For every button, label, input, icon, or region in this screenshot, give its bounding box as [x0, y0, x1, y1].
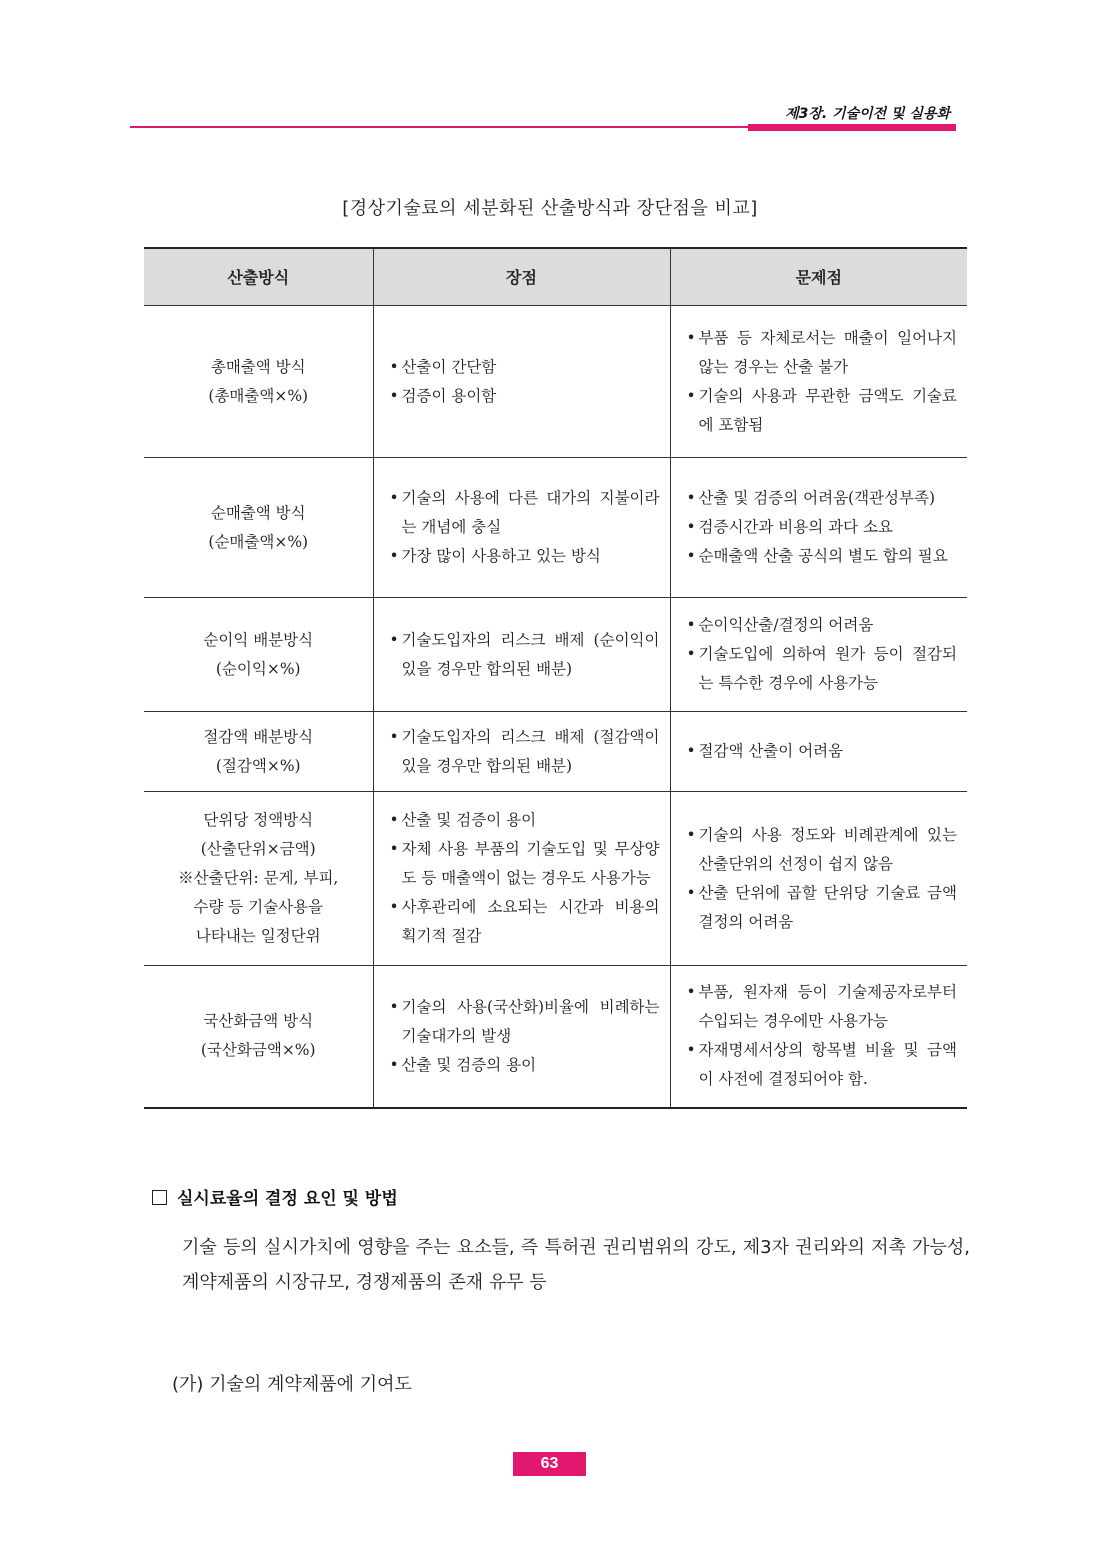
table-row [144, 792, 967, 966]
column-header: 산출방식 [144, 248, 373, 306]
table-caption: [경상기술료의 세분화된 산출방식과 장단점을 비교] [342, 198, 758, 219]
section-heading [152, 1184, 398, 1209]
list-item: • 기술의 사용(국산화)비율에 비례하는 기술대가의 발생 [390, 993, 660, 1051]
list-item: • 기술의 사용에 다른 대가의 지불이라는 개념에 충실 [390, 484, 660, 542]
table-row [144, 458, 967, 598]
list-item: • 순이익산출/결정의 어려움 [687, 611, 958, 640]
cons-list [687, 611, 958, 698]
list-item: • 산출 단위에 곱할 단위당 기술료 금액결정의 어려움 [687, 879, 958, 937]
method-line: (국산화금액×%) [200, 1041, 316, 1060]
cons-cell [670, 458, 967, 598]
list-item: • 산출 및 검증의 어려움(객관성부족) [687, 484, 958, 513]
method-line: (순매출액×%) [208, 532, 309, 551]
method-line: 순이익 배분방식 [203, 630, 314, 649]
method-cell [144, 306, 373, 458]
pros-cell [373, 966, 670, 1108]
method-line: 국산화금액 방식 [203, 1012, 314, 1031]
table-row [144, 306, 967, 458]
method-line: ※산출단위: 문게, 부피, [178, 869, 339, 887]
method-line: 총매출액 방식 [210, 357, 306, 376]
pros-list [390, 723, 660, 781]
section-heading-text: 실시료율의 결정 요인 및 방법 [177, 1189, 398, 1209]
pros-cell [373, 712, 670, 792]
list-item: • 기술도입자의 리스크 배제 (순이익이 있을 경우만 합의된 배분) [390, 626, 660, 684]
method-cell [144, 792, 373, 966]
table-header-row [144, 248, 967, 306]
cons-list [687, 737, 958, 766]
page-number: 63 [513, 1452, 586, 1476]
cons-list [687, 324, 958, 440]
subsection-heading: (가) 기술의 계약제품에 기여도 [172, 1374, 412, 1395]
table-row [144, 712, 967, 792]
column-header: 문제점 [670, 248, 967, 306]
list-item: • 부품, 원자재 등이 기술제공자로부터 수입되는 경우에만 사용가능 [687, 978, 958, 1036]
cons-cell [670, 966, 967, 1108]
column-header: 장점 [373, 248, 670, 306]
method-cell [144, 598, 373, 712]
pros-list [390, 993, 660, 1080]
list-item: • 자체 사용 부품의 기술도입 및 무상양도 등 매출액이 없는 경우도 사용가능 [390, 835, 660, 893]
chapter-title: 제3장. 기술이전 및 실용화 [785, 106, 950, 122]
list-item: • 기술의 사용 정도와 비례관계에 있는 산출단위의 선정이 쉽지 않음 [687, 821, 958, 879]
pros-cell [373, 306, 670, 458]
section-paragraph: 기술 등의 실시가치에 영향을 주는 요소들, 즉 특허권 권리범위의 강도, 제3자 권리와의 저촉 가능성, 계약제품의 시장규모, 경쟁제품의 존재 유무 등 [182, 1237, 970, 1293]
cons-cell [670, 598, 967, 712]
method-cell [144, 966, 373, 1108]
method-line: (총매출액×%) [208, 386, 309, 405]
cons-cell [670, 792, 967, 966]
header-accent-bar [748, 124, 956, 131]
method-line: 수량 등 기술사용을 [193, 898, 324, 916]
pros-list [390, 626, 660, 684]
method-line: 나타내는 일정단위 [195, 927, 321, 945]
method-line: (절감액×%) [215, 756, 301, 775]
pros-cell [373, 458, 670, 598]
cons-list [687, 484, 958, 571]
cons-list [687, 821, 958, 937]
pros-cell [373, 792, 670, 966]
pros-list [390, 806, 660, 951]
method-line: 절감액 배분방식 [203, 727, 314, 746]
method-line: 순매출액 방식 [210, 503, 306, 522]
cons-cell [670, 306, 967, 458]
list-item: • 부품 등 자체로서는 매출이 일어나지 않는 경우는 산출 불가 [687, 324, 958, 382]
method-line: (순이익×%) [215, 659, 301, 678]
cons-list [687, 978, 958, 1094]
list-item: • 순매출액 산출 공식의 별도 합의 필요 [687, 542, 958, 571]
cons-cell [670, 712, 967, 792]
pros-cell [373, 598, 670, 712]
method-cell [144, 712, 373, 792]
pros-list [390, 484, 660, 571]
list-item: • 절감액 산출이 어려움 [687, 737, 958, 766]
list-item: • 자재명세서상의 항목별 비율 및 금액이 사전에 결정되어야 함. [687, 1036, 958, 1094]
list-item: • 사후관리에 소요되는 시간과 비용의 획기적 절감 [390, 893, 660, 951]
pros-list [390, 353, 660, 411]
list-item: • 가장 많이 사용하고 있는 방식 [390, 542, 660, 571]
table-row [144, 598, 967, 712]
list-item: • 산출이 간단함 [390, 353, 660, 382]
checkbox-square-icon [152, 1190, 167, 1205]
list-item: • 검증시간과 비용의 과다 소요 [687, 513, 958, 542]
list-item: • 기술도입자의 리스크 배제 (절감액이 있을 경우만 합의된 배분) [390, 723, 660, 781]
method-line: (산출단위×금액) [200, 840, 316, 858]
list-item: • 산출 및 검증의 용이 [390, 1051, 660, 1080]
comparison-table [144, 247, 967, 1109]
list-item: • 기술의 사용과 무관한 금액도 기술료에 포함됨 [687, 382, 958, 440]
method-cell [144, 458, 373, 598]
method-line: 단위당 정액방식 [203, 811, 314, 829]
list-item: • 검증이 용이함 [390, 382, 660, 411]
table-row [144, 966, 967, 1108]
list-item: • 기술도입에 의하여 원가 등이 절감되는 특수한 경우에 사용가능 [687, 640, 958, 698]
list-item: • 산출 및 검증이 용이 [390, 806, 660, 835]
